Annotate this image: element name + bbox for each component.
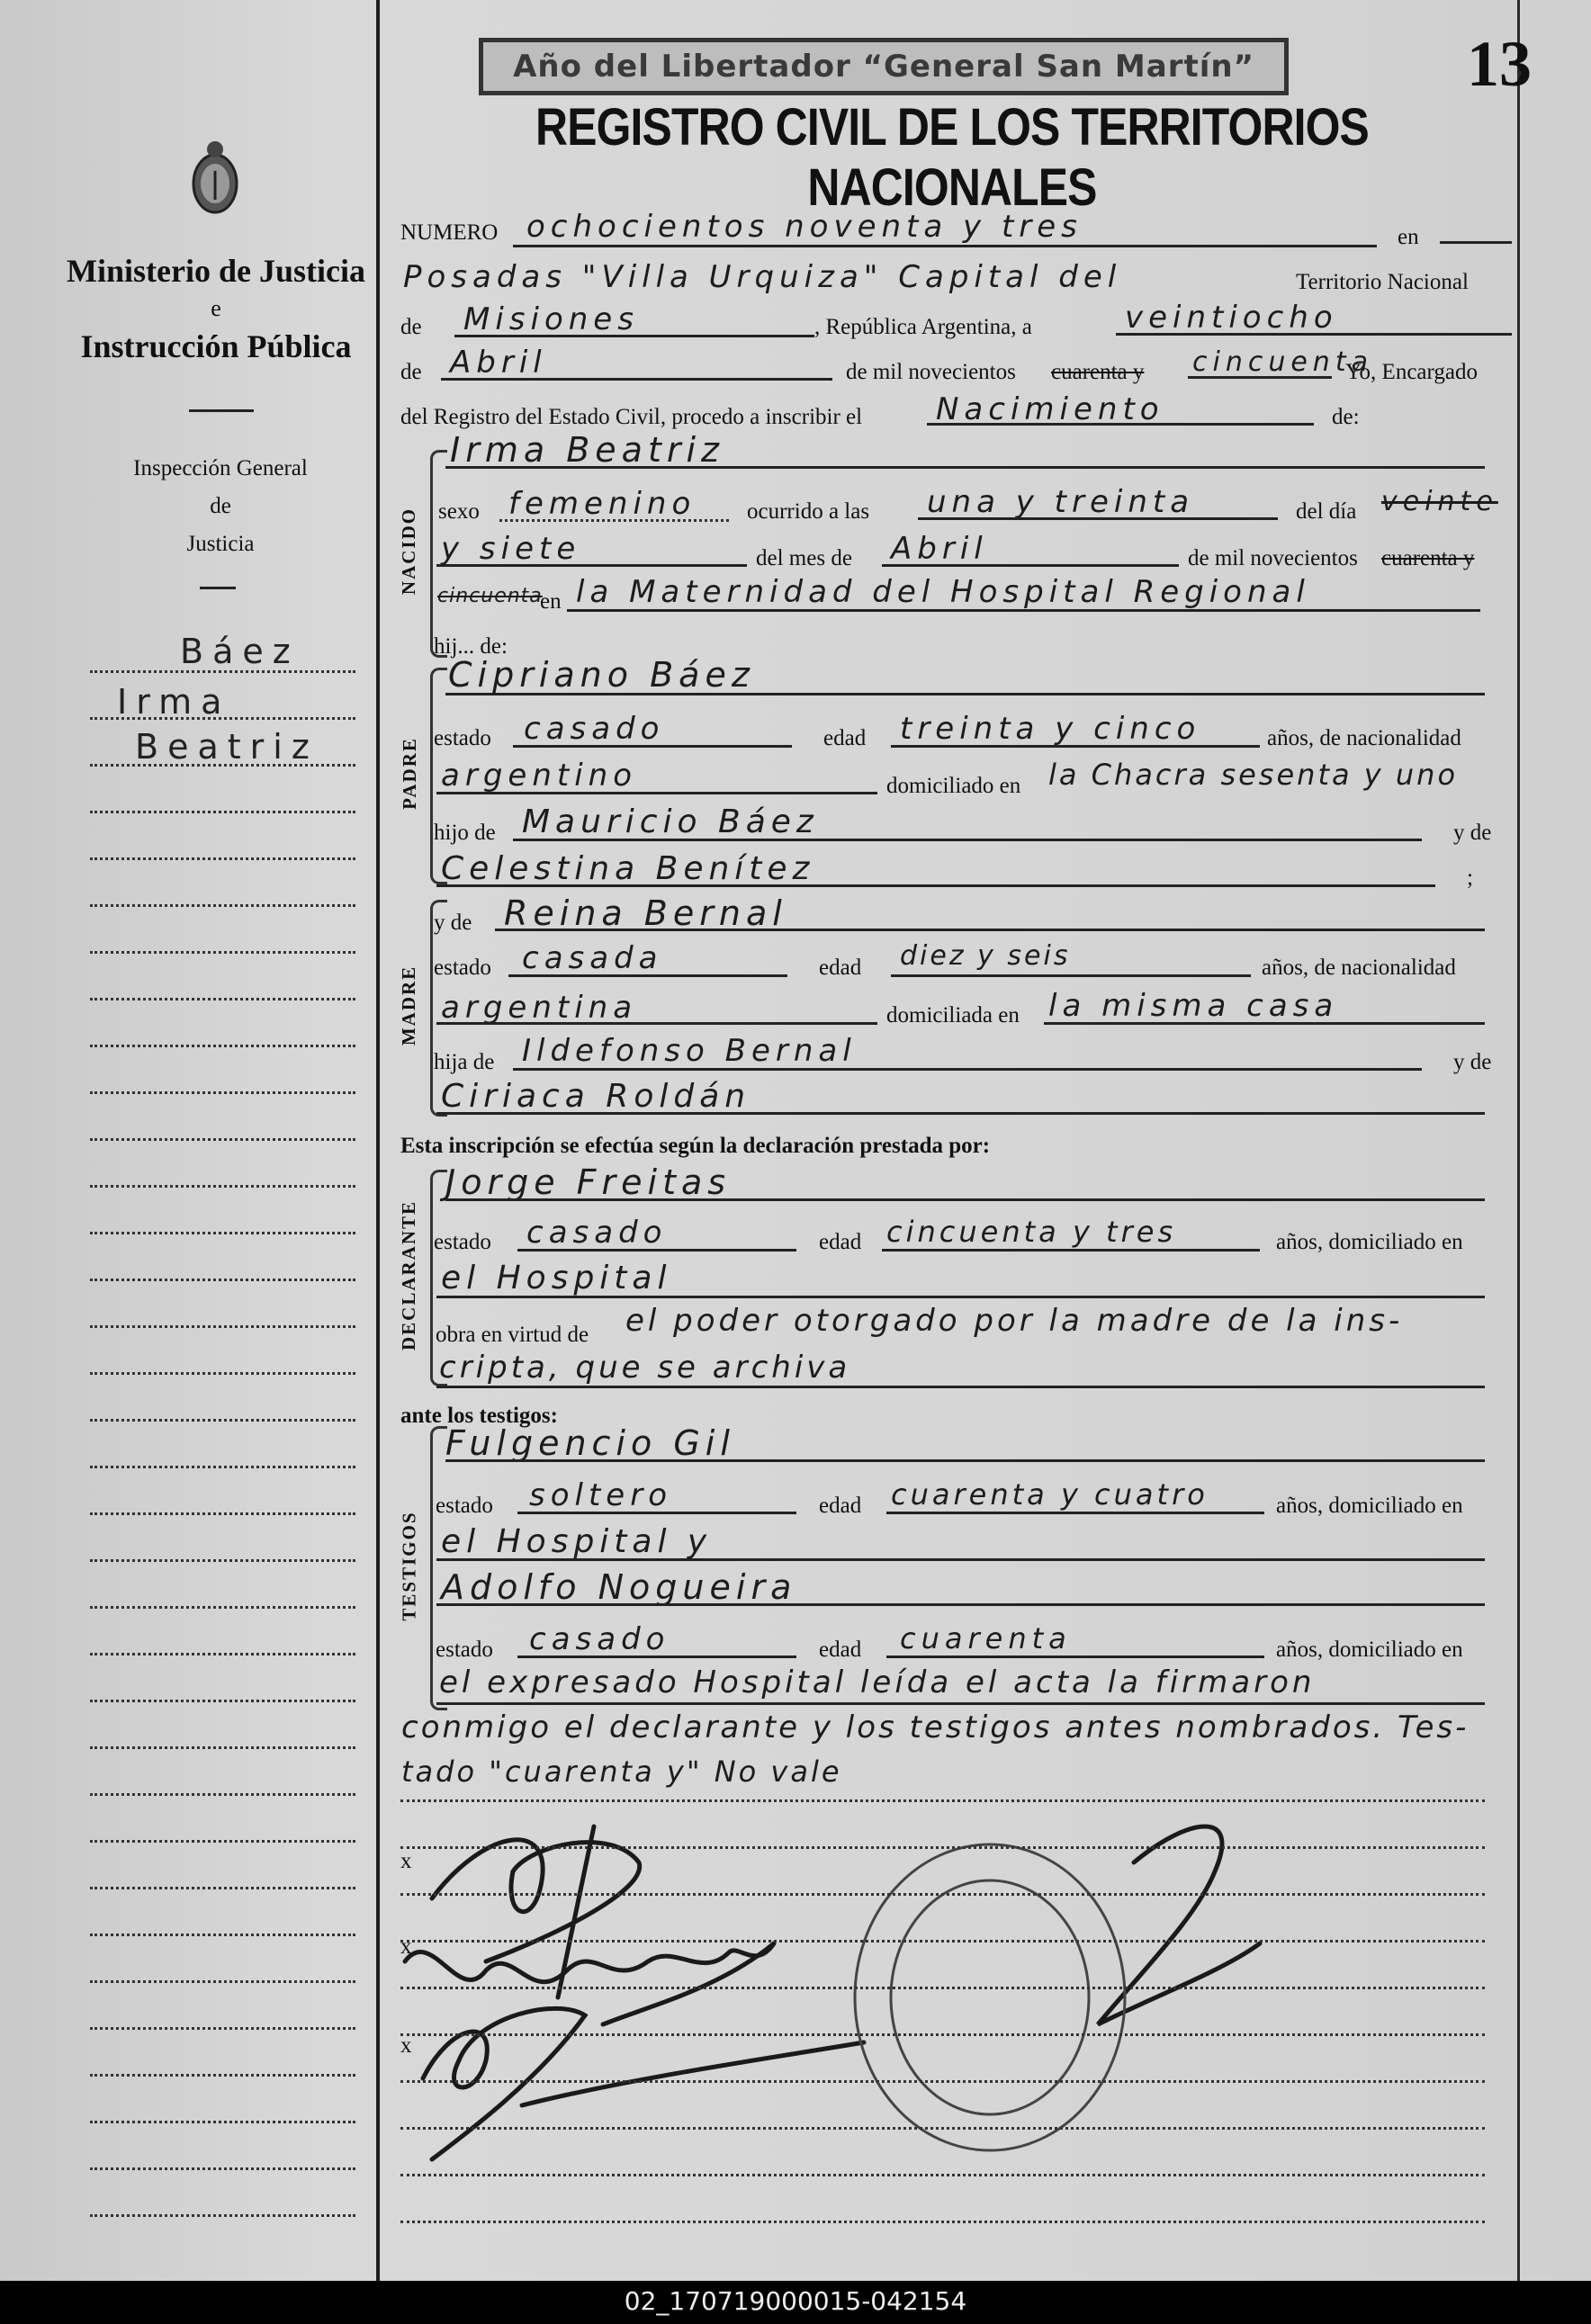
field-padre-madre: Celestina Benítez [441,850,815,887]
field-ano: cincuenta [1192,346,1373,378]
divider [200,587,236,589]
margin-dotted-line [90,1466,355,1468]
field-line [513,245,1377,247]
margin-dotted-line [90,1793,355,1796]
footer-id: 02_170719000015-042154 [624,2286,967,2316]
label-del-registro: del Registro del Estado Civil, procedo a inscribir el [400,405,863,429]
field-t2-edad: cuarenta [900,1621,1072,1656]
ministry-line1: Ministerio de Justicia [67,253,365,289]
margin-dotted-line [90,904,355,907]
inspection-heading [99,450,342,563]
field-line [513,745,792,748]
margin-dotted-line [90,1512,355,1515]
signature-dotted-line [400,2174,1485,2176]
field-line [513,839,1422,841]
margin-dotted-line [90,1325,355,1328]
margin-dotted-line [90,1419,355,1422]
label-edad-t1: edad [819,1494,862,1518]
field-obra-1: el poder otorgado por la madre de la ins- [625,1303,1404,1339]
margin-dotted-line [90,1045,355,1047]
margin-dotted-line [90,1372,355,1375]
label-hijo-de: hijo de [434,821,496,845]
field-madre-nombre: Reina Bernal [504,893,787,933]
field-line [495,929,1485,931]
label-hija-de: hija de [434,1050,495,1074]
field-cierre-3: tado "cuarenta y" No vale [401,1754,842,1789]
field-t1-edad: cuarenta y cuatro [891,1477,1209,1512]
margin-dotted-line [90,1700,355,1702]
section-padre: PADRE [398,737,420,810]
margin-dotted-line [90,1559,355,1562]
section-madre: MADRE [398,965,420,1046]
field-declarante-dom: el Hospital [441,1260,672,1297]
field-line [436,1702,1485,1705]
field-line [436,564,747,567]
section-nacido: NACIDO [398,507,420,596]
field-cierre-2: conmigo el declarante y los testigos antes nombrados. Tes- [401,1709,1470,1745]
margin-dotted-line [90,1138,355,1141]
section-testigos: TESTIGOS [398,1510,420,1621]
coat-of-arms-icon [189,137,241,220]
signature-officer [1098,1826,1260,2024]
label-estado-madre: estado [434,956,491,980]
margin-dotted-line [90,1185,355,1188]
field-dia-nac-2: y siete [441,531,581,567]
label-estado-decl: estado [434,1230,491,1254]
label-de-colon: de: [1332,405,1360,429]
signature-dotted-line [400,2127,1485,2130]
page-number: 13 [1467,28,1532,100]
label-hij-de: hij... de: [434,634,508,659]
field-line [436,1022,877,1025]
field-line [891,974,1251,977]
label-anos-dom-t2: años, domiciliado en [1276,1638,1463,1662]
right-border [1517,0,1520,2281]
label-domiciliado-en: domiciliado en [886,774,1021,798]
margin-dotted-line [90,1887,355,1889]
margin-dotted-line [90,670,355,673]
signature-dotted-line [400,1846,1485,1849]
field-mes: Abril [450,345,547,381]
field-madre-estado: casada [522,940,663,976]
signature-dotted-line [400,1799,1485,1802]
signature-testigo-2 [423,2008,585,2159]
field-line [454,335,814,337]
margin-dotted-line [90,1606,355,1609]
label-de-mil: de mil novecientos [846,360,1016,384]
margin-dotted-line [90,2121,355,2123]
field-lugar: Posadas "Villa Urquiza" Capital del [403,259,1122,295]
label-numero: NUMERO [400,220,499,245]
label-anos-nac-madre: años, de nacionalidad [1262,956,1456,980]
label-y-de-2: y de [1453,1050,1492,1074]
field-line [436,1296,1485,1298]
margin-dotted-line [90,951,355,954]
label-cuarenta-y: cuarenta y [1051,360,1145,384]
field-sexo: femenino [508,486,697,522]
label-en: en [1398,225,1419,249]
ministry-line2: e [211,295,221,321]
label-domiciliada-en: domiciliada en [886,1003,1020,1027]
field-t1-dom: el Hospital y [441,1523,713,1560]
inspection-line1: Inspección General [133,456,308,480]
year-stamp [479,38,1289,95]
label-edad-decl: edad [819,1230,862,1254]
field-line [436,884,1435,887]
field-line [436,1112,1485,1115]
footer-bar [0,2281,1591,2324]
field-line [886,1656,1264,1658]
field-padre-estado: casado [524,711,665,747]
field-line [508,974,787,977]
margin-dotted-line [90,2074,355,2077]
label-de-mil-nov: de mil novecientos [1188,546,1358,570]
field-padre-edad: treinta y cinco [900,711,1201,747]
margin-dotted-line [90,764,355,767]
label-de: de [400,315,422,339]
label-republica: , República Argentina, a [814,315,1032,339]
x-mark: x [400,1849,412,1873]
label-ante: ante los testigos: [400,1404,558,1428]
field-lugar-nac: la Maternidad del Hospital Regional [576,574,1310,610]
inspection-line2: de [210,494,231,518]
field-line [445,693,1485,695]
label-anos-dom: años, domiciliado en [1276,1230,1463,1254]
field-declarante-nombre: Jorge Freitas [445,1162,732,1202]
label-en-lugar: en [540,589,562,614]
field-padre-nombre: Cipriano Báez [448,655,755,695]
margin-dotted-line [90,1980,355,1983]
field-line [1188,376,1332,379]
field-madre-nac: argentina [441,990,638,1026]
field-line [445,1459,1485,1462]
label-y-de: y de [1453,821,1492,845]
margin-dotted-line [90,857,355,860]
field-line [517,1512,796,1514]
label-ocurrido: ocurrido a las [747,499,870,524]
field-line [886,1512,1264,1514]
field-line [445,466,1485,469]
margin-dotted-line [90,1232,355,1234]
field-line [441,378,832,381]
field-line [436,792,877,794]
ministry-heading [54,252,378,365]
margin-dotted-line [90,2214,355,2217]
signature-dotted-line [400,2033,1485,2036]
field-line [1044,1022,1485,1025]
label-del-dia: del día [1296,499,1357,524]
field-line [517,1249,796,1252]
label-territorio: Territorio Nacional [1296,270,1469,294]
field-padre-nac: argentino [441,758,637,794]
signature-dotted-line [400,2080,1485,2083]
margin-dotted-line [90,1091,355,1094]
label-estado: estado [434,726,491,750]
field-numero: ochocientos noventa y tres [526,209,1083,245]
field-tipo: Nacimiento [936,391,1164,427]
label-del-mes: del mes de [756,546,852,570]
label-obra: obra en virtud de [436,1323,589,1347]
field-line [1116,333,1512,336]
field-hora: una y treinta [927,484,1195,520]
field-declarante-edad: cincuenta y tres [886,1215,1177,1249]
margin-dotted-line [90,811,355,813]
margin-dotted-line [90,717,355,720]
margin-dotted-line [90,998,355,1000]
field-t2-estado: casado [529,1621,670,1657]
field-madre-madre: Ciriaca Roldán [441,1078,751,1115]
field-padre-hijo-de: Mauricio Báez [522,803,819,840]
field-dia-nac-1: veinte [1381,486,1498,517]
signature-dotted-line [400,2221,1485,2223]
label-edad: edad [823,726,867,750]
label-edad-t2: edad [819,1638,862,1662]
signature-testigo-1 [405,1943,774,1982]
label-edad-madre: edad [819,956,862,980]
field-cierre-1: el expresado Hospital leída el acta la firmaron [439,1664,1316,1700]
field-declarante-estado: casado [526,1215,668,1251]
margin-surname: Báez [180,632,300,671]
field-line [918,517,1278,520]
field-t2-nombre: Adolfo Nogueira [441,1567,797,1607]
field-line [1440,241,1512,244]
margin-first-name: Irma [117,682,231,722]
signature-dotted-line [400,1940,1485,1943]
x-mark: x [400,2033,412,2058]
margin-dotted-line [90,1653,355,1656]
field-line [882,1249,1260,1252]
page-title: REGISTRO CIVIL DE LOS TERRITORIOS NACIONALES [535,98,1369,217]
field-mes-nac: Abril [891,531,988,567]
label-anos-nac: años, de nacionalidad [1267,726,1461,750]
margin-dotted-line [90,1934,355,1936]
field-territorio: Misiones [463,301,639,337]
field-t1-nombre: Fulgencio Gil [445,1423,735,1463]
margin-dotted-line [90,1746,355,1749]
ministry-line3: Instrucción Pública [80,328,352,364]
field-t1-estado: soltero [529,1477,672,1513]
field-dia: veintiocho [1125,300,1338,336]
signature-declarante [432,1840,640,1961]
label-cuarenta-y2: cuarenta y [1381,546,1475,570]
field-line [436,1386,1485,1388]
divider [189,409,254,412]
field-nombre: Irma Beatriz [450,430,724,470]
field-line [882,564,1179,567]
field-line [517,1656,796,1658]
field-line [927,423,1314,426]
field-line [567,609,1480,612]
margin-dotted-line [90,1840,355,1843]
field-line [445,1198,1485,1201]
section-declarante: DECLARANTE [398,1199,420,1351]
year-stamp-text: Año del Libertador “General San Martín” [513,49,1254,85]
field-padre-dom: la Chacra sesenta y uno [1048,758,1459,792]
field-line [436,1603,1485,1606]
field-line [499,519,729,522]
field-line [513,1068,1422,1071]
margin-dotted-line [90,2167,355,2170]
margin-dotted-line [90,1279,355,1281]
label-anos-dom-t1: años, domiciliado en [1276,1494,1463,1518]
field-obra-2: cripta, que se archiva [439,1350,851,1386]
field-madre-edad: diez y seis [900,940,1071,972]
signature-dotted-line [400,1893,1485,1896]
field-line [436,1558,1485,1561]
margin-second-name: Beatriz [135,727,319,767]
official-seal [855,1844,1125,2150]
field-madre-dom: la misma casa [1048,988,1339,1024]
label-y-de-madre: y de [434,911,472,935]
label-estado-t1: estado [436,1494,493,1518]
margin-dotted-line [90,2027,355,2030]
label-sexo: sexo [438,499,480,524]
label-de2: de [400,360,422,384]
label-estado-t2: estado [436,1638,493,1662]
label-semicolon: ; [1467,866,1473,890]
label-esta-inscripcion: Esta inscripción se efectúa según la declaración prestada por: [400,1134,991,1158]
field-ano-nac: cincuenta [437,585,543,607]
label-yo: Yo, Encargado [1345,360,1478,384]
x-mark: x [400,1934,412,1959]
field-madre-hija-de: Ildefonso Bernal [522,1033,857,1069]
signature-dotted-line [400,1987,1485,1989]
field-line [891,745,1260,748]
inspection-line3: Justicia [186,532,255,556]
